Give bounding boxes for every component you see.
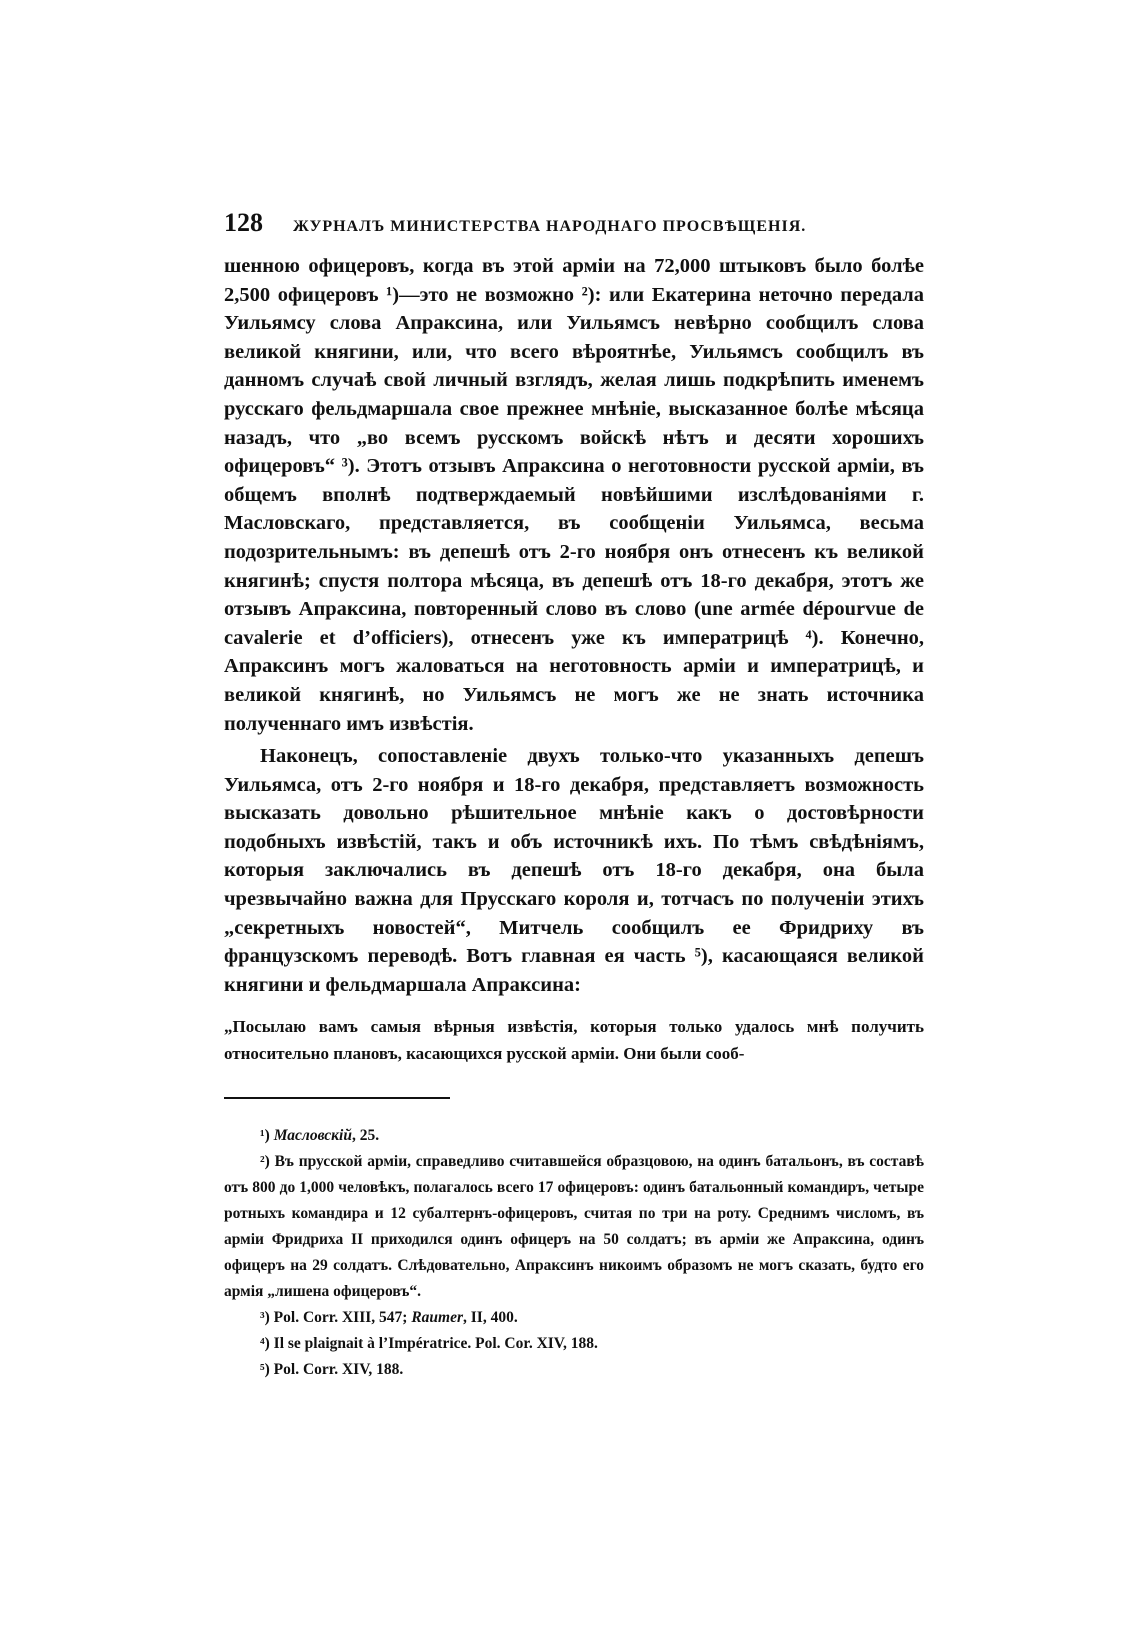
footnotes [224, 1123, 924, 1383]
footnote-5: ⁵) Pol. Corr. XIV, 188. [260, 1361, 404, 1379]
footnote-3-start: ³) Pol. Corr. XIII, 547; [260, 1309, 412, 1327]
footnote-3-author: Raumer [411, 1309, 464, 1327]
page-number: 128 [224, 208, 263, 237]
footnote-1-mark: ¹) [260, 1127, 270, 1145]
running-title: ЖУРНАЛЪ МИНИСТЕРСТВА НАРОДНАГО ПРОСВѢЩЕНІЯ. [293, 218, 807, 235]
quotation-text: „Посылаю вамъ самыя вѣрныя извѣстія, которыя только удалось мнѣ получить относительно плановъ, касающихся русской арміи. Они были сооб- [224, 1017, 924, 1064]
footnote-4: ⁴) Il se plaignait à l’Impératrice. Pol. Cor. XIV, 188. [260, 1335, 598, 1353]
footnote-2: ²) Въ прусской арміи, справедливо считавшейся образцовою, на одинъ батальонъ, въ составѣ отъ 800 до 1,000 человѣкъ, полагалось всего 17 офицеровъ: одинъ батальонный командиръ, четыре ротныхъ командира и 12 субалтернъ-офицеровъ, считая по три на роту. Среднимъ числомъ, въ арміи Фридриха II приходился одинъ офицеръ на 50 солдатъ; въ арміи же Апраксина, одинъ офицеръ на 29 солдатъ. Слѣдовательно, Апраксинъ никоимъ образомъ не могъ сказать, будто его армія „лишена офицеровъ“. [224, 1153, 924, 1301]
footnote-3-rest: , II, 400. [463, 1309, 518, 1327]
quotation [224, 1013, 924, 1067]
footnote-1-author: Масловскій [273, 1127, 352, 1145]
footnote-1 [224, 1123, 924, 1149]
footnote-divider [224, 1097, 450, 1099]
paragraph-2: Наконецъ, сопоставленіе двухъ только-что указанныхъ депешъ Уильямса, отъ 2-го ноября и 18-го декабря, представляетъ возможность высказать довольно рѣшительное мнѣніе какъ о достовѣрности подобныхъ извѣстій, такъ и объ источникѣ ихъ. По тѣмъ свѣдѣніямъ, которыя заключались въ депешѣ отъ 18-го декабря, она была чрезвычайно важна для Прусскаго короля и, тотчасъ по полученіи этихъ „секретныхъ новостей“, Митчель сообщилъ ее Фридриху въ французскомъ переводѣ. Вотъ главная ея часть ⁵), касающаяся великой княгини и фельдмаршала Апраксина: [224, 745, 924, 996]
footnote-1-rest: , 25. [351, 1127, 380, 1145]
body-text [224, 252, 924, 999]
page-header [224, 208, 924, 242]
paragraph-1: шенною офицеровъ, когда въ этой арміи на 72,000 штыковъ было болѣе 2,500 офицеровъ ¹)—это не возможно ²): или Екатерина неточно передала Уильямсу слова Апраксина, или Уильямсъ невѣрно сообщилъ слова великой княгини, или, что всего вѣроятнѣе, Уильямсъ сообщилъ въ данномъ случаѣ свой личный взглядъ, желая лишь подкрѣпить именемъ русскаго фельдмаршала свое прежнее мнѣніе, высказанное болѣе мѣсяца назадъ, что „во всемъ русскомъ войскѣ нѣтъ и десяти хорошихъ офицеровъ“ ³). Этотъ отзывъ Апраксина о неготовности русской арміи, въ общемъ вполнѣ подтверждаемый новѣйшими изслѣдованіями г. Масловскаго, представляется, въ сообщеніи Уильямса, весьма подозрительнымъ: въ депешѣ отъ 2-го ноября онъ отнесенъ къ великой княгинѣ; спустя полтора мѣсяца, въ депешѣ отъ 18-го декабря, этотъ же отзывъ Апраксина, повторенный слово въ слово (une armée dépourvue de cavalerie et d’officiers), отнесенъ уже къ императрицѣ ⁴). Конечно, Апраксинъ могъ жаловаться на неготовность арміи и императрицѣ, и великой княгинѣ, но Уильямсъ не могъ же не знать источника полученнаго имъ извѣстія. [224, 255, 924, 735]
page [224, 208, 924, 1383]
footnote-3 [224, 1305, 924, 1331]
